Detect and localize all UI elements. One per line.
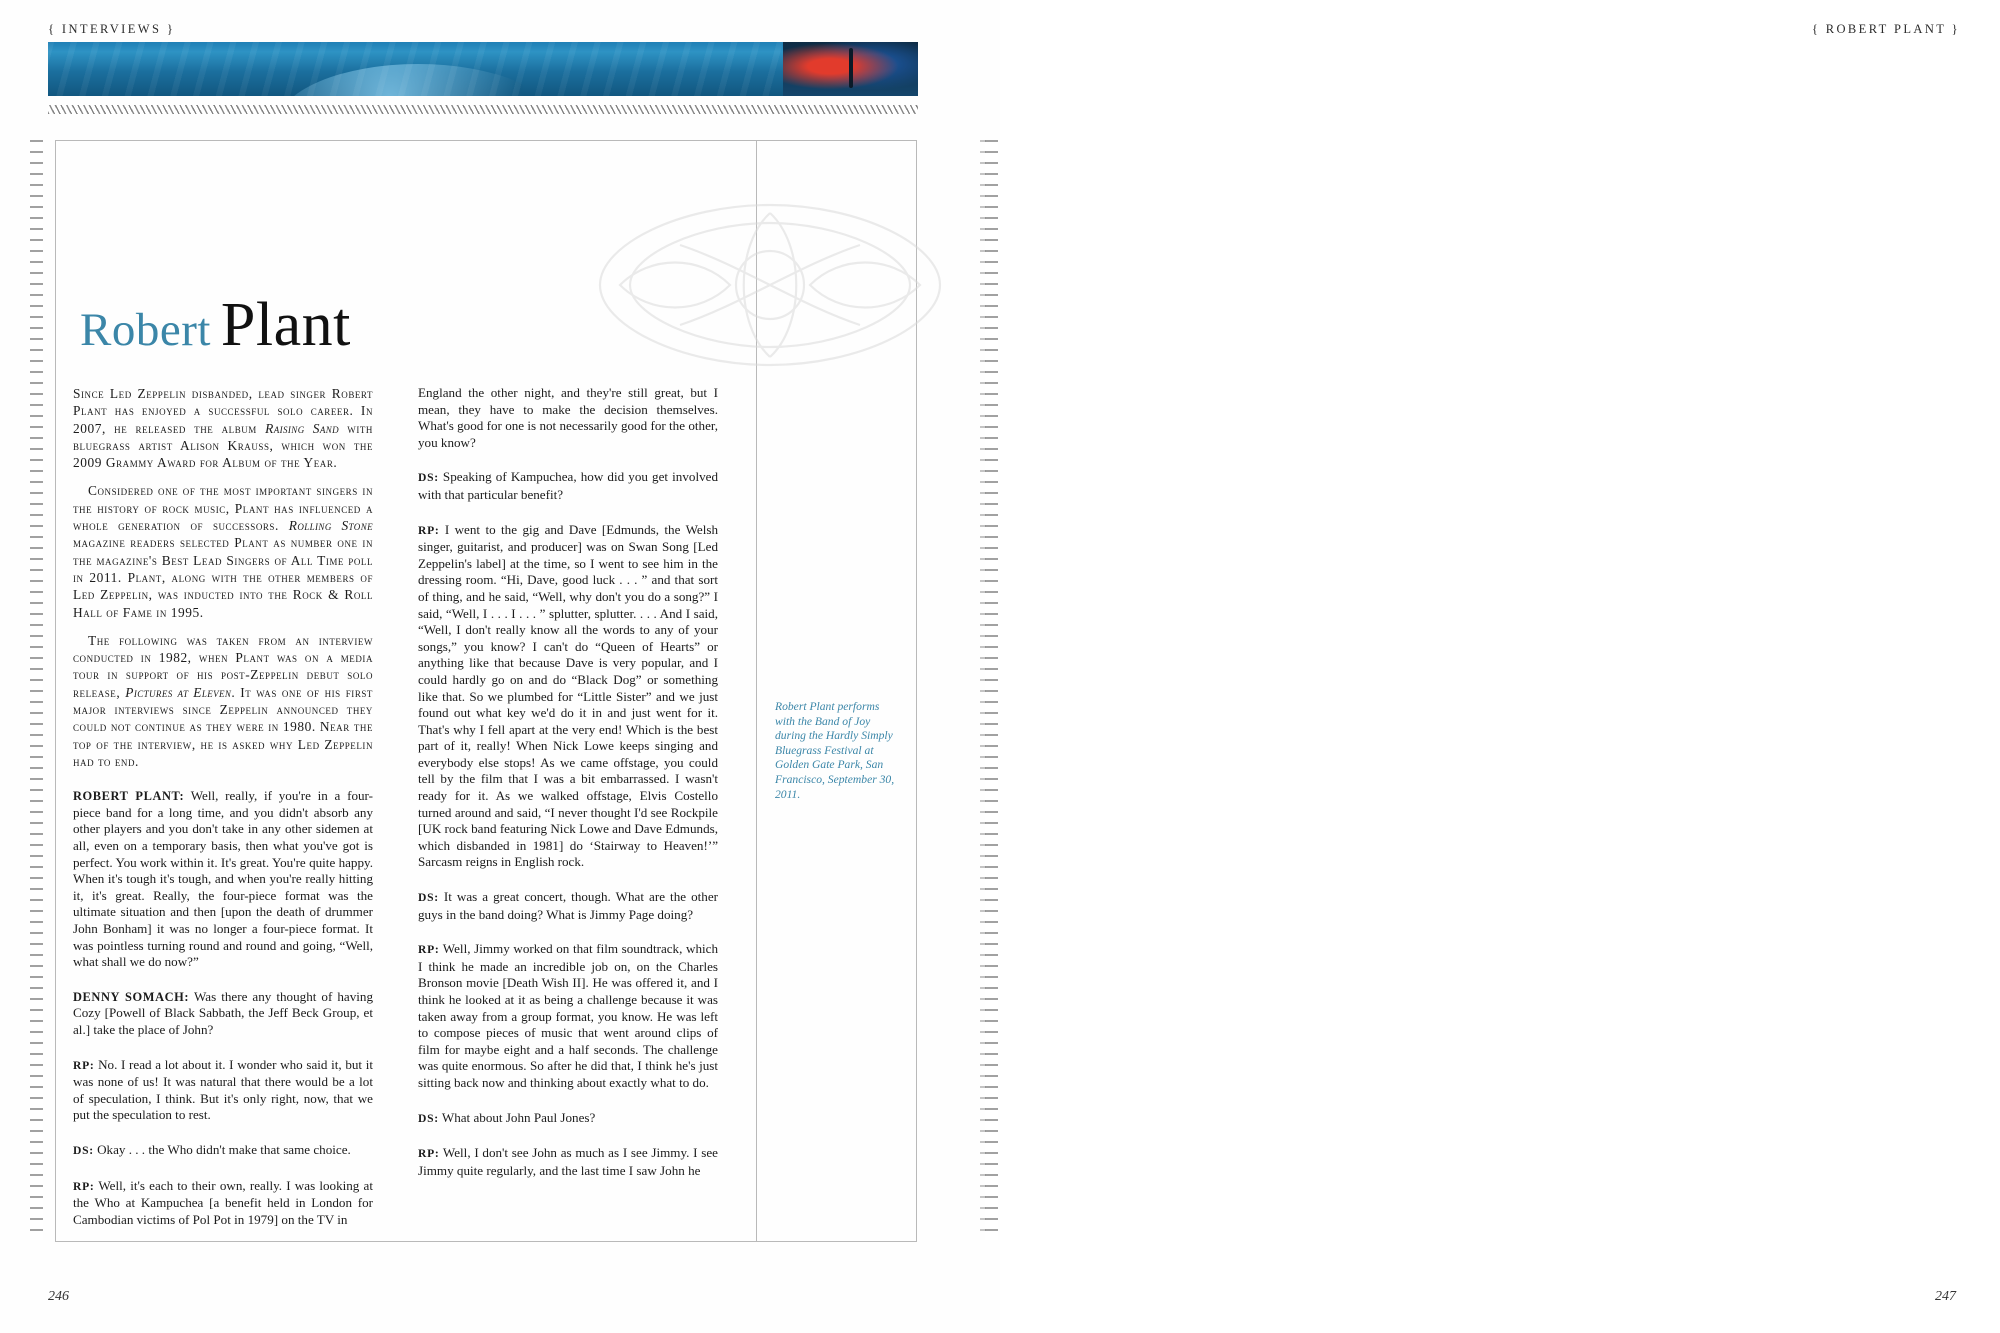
- hatched-rule: [48, 105, 918, 114]
- speaker-text: What about John Paul Jones?: [438, 1109, 596, 1125]
- speaker-label: DS:: [418, 891, 439, 905]
- celtic-knot-watermark: [560, 185, 980, 385]
- right-edge-ornament: [985, 140, 998, 1240]
- title-first-name: Robert: [80, 304, 211, 356]
- speaker-text: I went to the gig and Dave [Edmunds, the Welsh singer, guitarist, and producer] was on Swan Song [Led Zeppelin's label] at the time, so I went to see him in the dressing room. “Hi, Dave, good luck . . . ” and that sort of thing, and he said, “Well, why don't you do a song?” I said, “Well, I . . . I . . . ” splutter, splutter. . . . And I said, “Well, I don't really know all the words to any of your songs,” you know? I can't do “Queen of Hearts” or anything like that because Dave is very popular, and I could hardly go on and do “Black Dog” or something like that. So we plumbed for “Little Sister” and we just found out what key we'd do it in and just went for it. That's why I fell apart at the very end! Which is the best part of it, really! When Nick Lowe keeps singing and everybody else stops! As we came offstage, you could tell by the film that I was a bit embarrassed. I wasn't ready for it. As we walked offstage, Elvis Costello turned around and said, “I never thought I'd see Rockpile [UK rock band featuring Nick Lowe and Dave Edmunds, which disbanded in 1981] do ‘Stairway to Heaven!’” Sarcasm reigns in English rock.: [418, 521, 718, 870]
- right-page: [1000, 0, 2000, 1333]
- running-head-right: { ROBERT PLANT }: [1811, 22, 1960, 36]
- speaker-label: ROBERT PLANT:: [73, 789, 185, 804]
- qa-block: [418, 469, 718, 503]
- speaker-text: Well, Jimmy worked on that film soundtrack, which I think he made an incredible job on, on the Charles Bronson movie [Death Wish II]. He was offered it, and I think he looked at it as being a challenge because it was taken away from a group format, you know. He was left to compose pieces of music that went around clips of film for maybe eight and a half seconds. The challenge was quite enormous. So after he did that, I think he's just sitting back now and thinking about exactly what to do.: [418, 941, 718, 1090]
- speaker-text: Well, it's each to their own, really. I was looking at the Who at Kampuchea [a benefit held in London for Cambodian victims of Pol Pot in 1979] on the TV in: [73, 1177, 373, 1227]
- title-last-name: Plant: [220, 291, 351, 359]
- qa-block: [73, 989, 373, 1039]
- decorative-header-band: [48, 42, 918, 96]
- qa-block: [418, 522, 718, 871]
- qa-block: [418, 1145, 718, 1179]
- speaker-label: RP:: [418, 523, 440, 537]
- speaker-label: DS:: [73, 1143, 94, 1157]
- speaker-label: RP:: [73, 1179, 95, 1193]
- page-title: [80, 290, 351, 361]
- speaker-text: Okay . . . the Who didn't make that same choice.: [93, 1141, 351, 1157]
- speaker-label: RP:: [418, 943, 440, 957]
- folio-left: 246: [48, 1289, 69, 1304]
- speaker-label: RP:: [73, 1058, 95, 1072]
- qa-block: [418, 941, 718, 1091]
- speaker-text: No. I read a lot about it. I wonder who said it, but it was none of us! It was natural that there would be a lot of speculation, I think. But it's only right, now, that we put the speculation to rest.: [73, 1056, 373, 1123]
- speaker-text: It was a great concert, though. What are the other guys in the band doing? What is Jimmy Page doing?: [418, 889, 718, 922]
- qa-continuation: England the other night, and they're still great, but I mean, they have to make the decision themselves. What's good for one is not necessarily good for the other, you know?: [418, 385, 718, 450]
- speaker-text: Speaking of Kampuchea, how did you get involved with that particular benefit?: [418, 469, 718, 502]
- speaker-label: DS:: [418, 471, 439, 485]
- folio-right: 247: [1935, 1289, 1956, 1304]
- intro-paragraph-3: The following was taken from an interview conducted in 1982, when Plant was on a media tour in support of his post-Zeppelin debut solo release, Pictures at Eleven. It was one of his first major interviews since Zeppelin announced they could not continue as they were in 1980. Near the top of the interview, he is asked why Led Zeppelin had to end.: [73, 632, 373, 769]
- qa-block: [418, 1110, 718, 1128]
- speaker-text: Well, I don't see John as much as I see Jimmy. I see Jimmy quite regularly, and the last time I saw John he: [418, 1145, 718, 1178]
- intro-paragraph-1: Since Led Zeppelin disbanded, lead singer Robert Plant has enjoyed a successful solo career. In 2007, he released the album Raising Sand with bluegrass artist Alison Krauss, which won the 2009 Grammy Award for Album of the Year.: [73, 386, 373, 471]
- body-column-2: [418, 385, 718, 1190]
- speaker-label: DS:: [418, 1111, 439, 1125]
- qa-block: [73, 1178, 373, 1229]
- body-column-1: [73, 385, 373, 1239]
- qa-block: [73, 1142, 373, 1160]
- intro-paragraph-2: Considered one of the most important singers in the history of rock music, Plant has influenced a whole generation of successors. Rolling Stone magazine readers selected Plant as number one in the magazine's Best Lead Singers of All Time poll in 2011. Plant, along with the other members of Led Zeppelin, was inducted into the Rock & Roll Hall of Fame in 1995.: [73, 483, 373, 620]
- speaker-label: RP:: [418, 1147, 440, 1161]
- butterfly-icon: [783, 42, 918, 96]
- qa-block: [418, 889, 718, 923]
- photo-caption: Robert Plant performs with the Band of Joy during the Hardly Simply Bluegrass Festival at Golden Gate Park, San Francisco, September 30, 2011.: [775, 700, 895, 801]
- qa-block: [73, 1057, 373, 1124]
- running-head-left: { INTERVIEWS }: [48, 22, 176, 36]
- right-edge-ornament-secondary: [980, 140, 986, 1240]
- speaker-label: DENNY SOMACH:: [73, 989, 190, 1004]
- left-edge-ornament: [30, 140, 43, 1240]
- speaker-text: Well, really, if you're in a four-piece band for a long time, and you didn't absorb any other players and you don't take in any other sidemen at all, even on a temporary basis, then what you've got is perfect. You work within it. It's great. You're quite happy. When it's tough it's tough, and when you're really hitting it, it's great. Really, the four-piece format was the ultimate situation and then [upon the death of drummer John Bonham] it was no longer a four-piece format. It was pointless turning round and round and going, “Well, what shall we do now?”: [73, 788, 374, 970]
- qa-block: [73, 788, 373, 971]
- speaker-text: Was there any thought of having Cozy [Powell of Black Sabbath, the Jeff Beck Group, et al.] take the place of John?: [73, 988, 373, 1037]
